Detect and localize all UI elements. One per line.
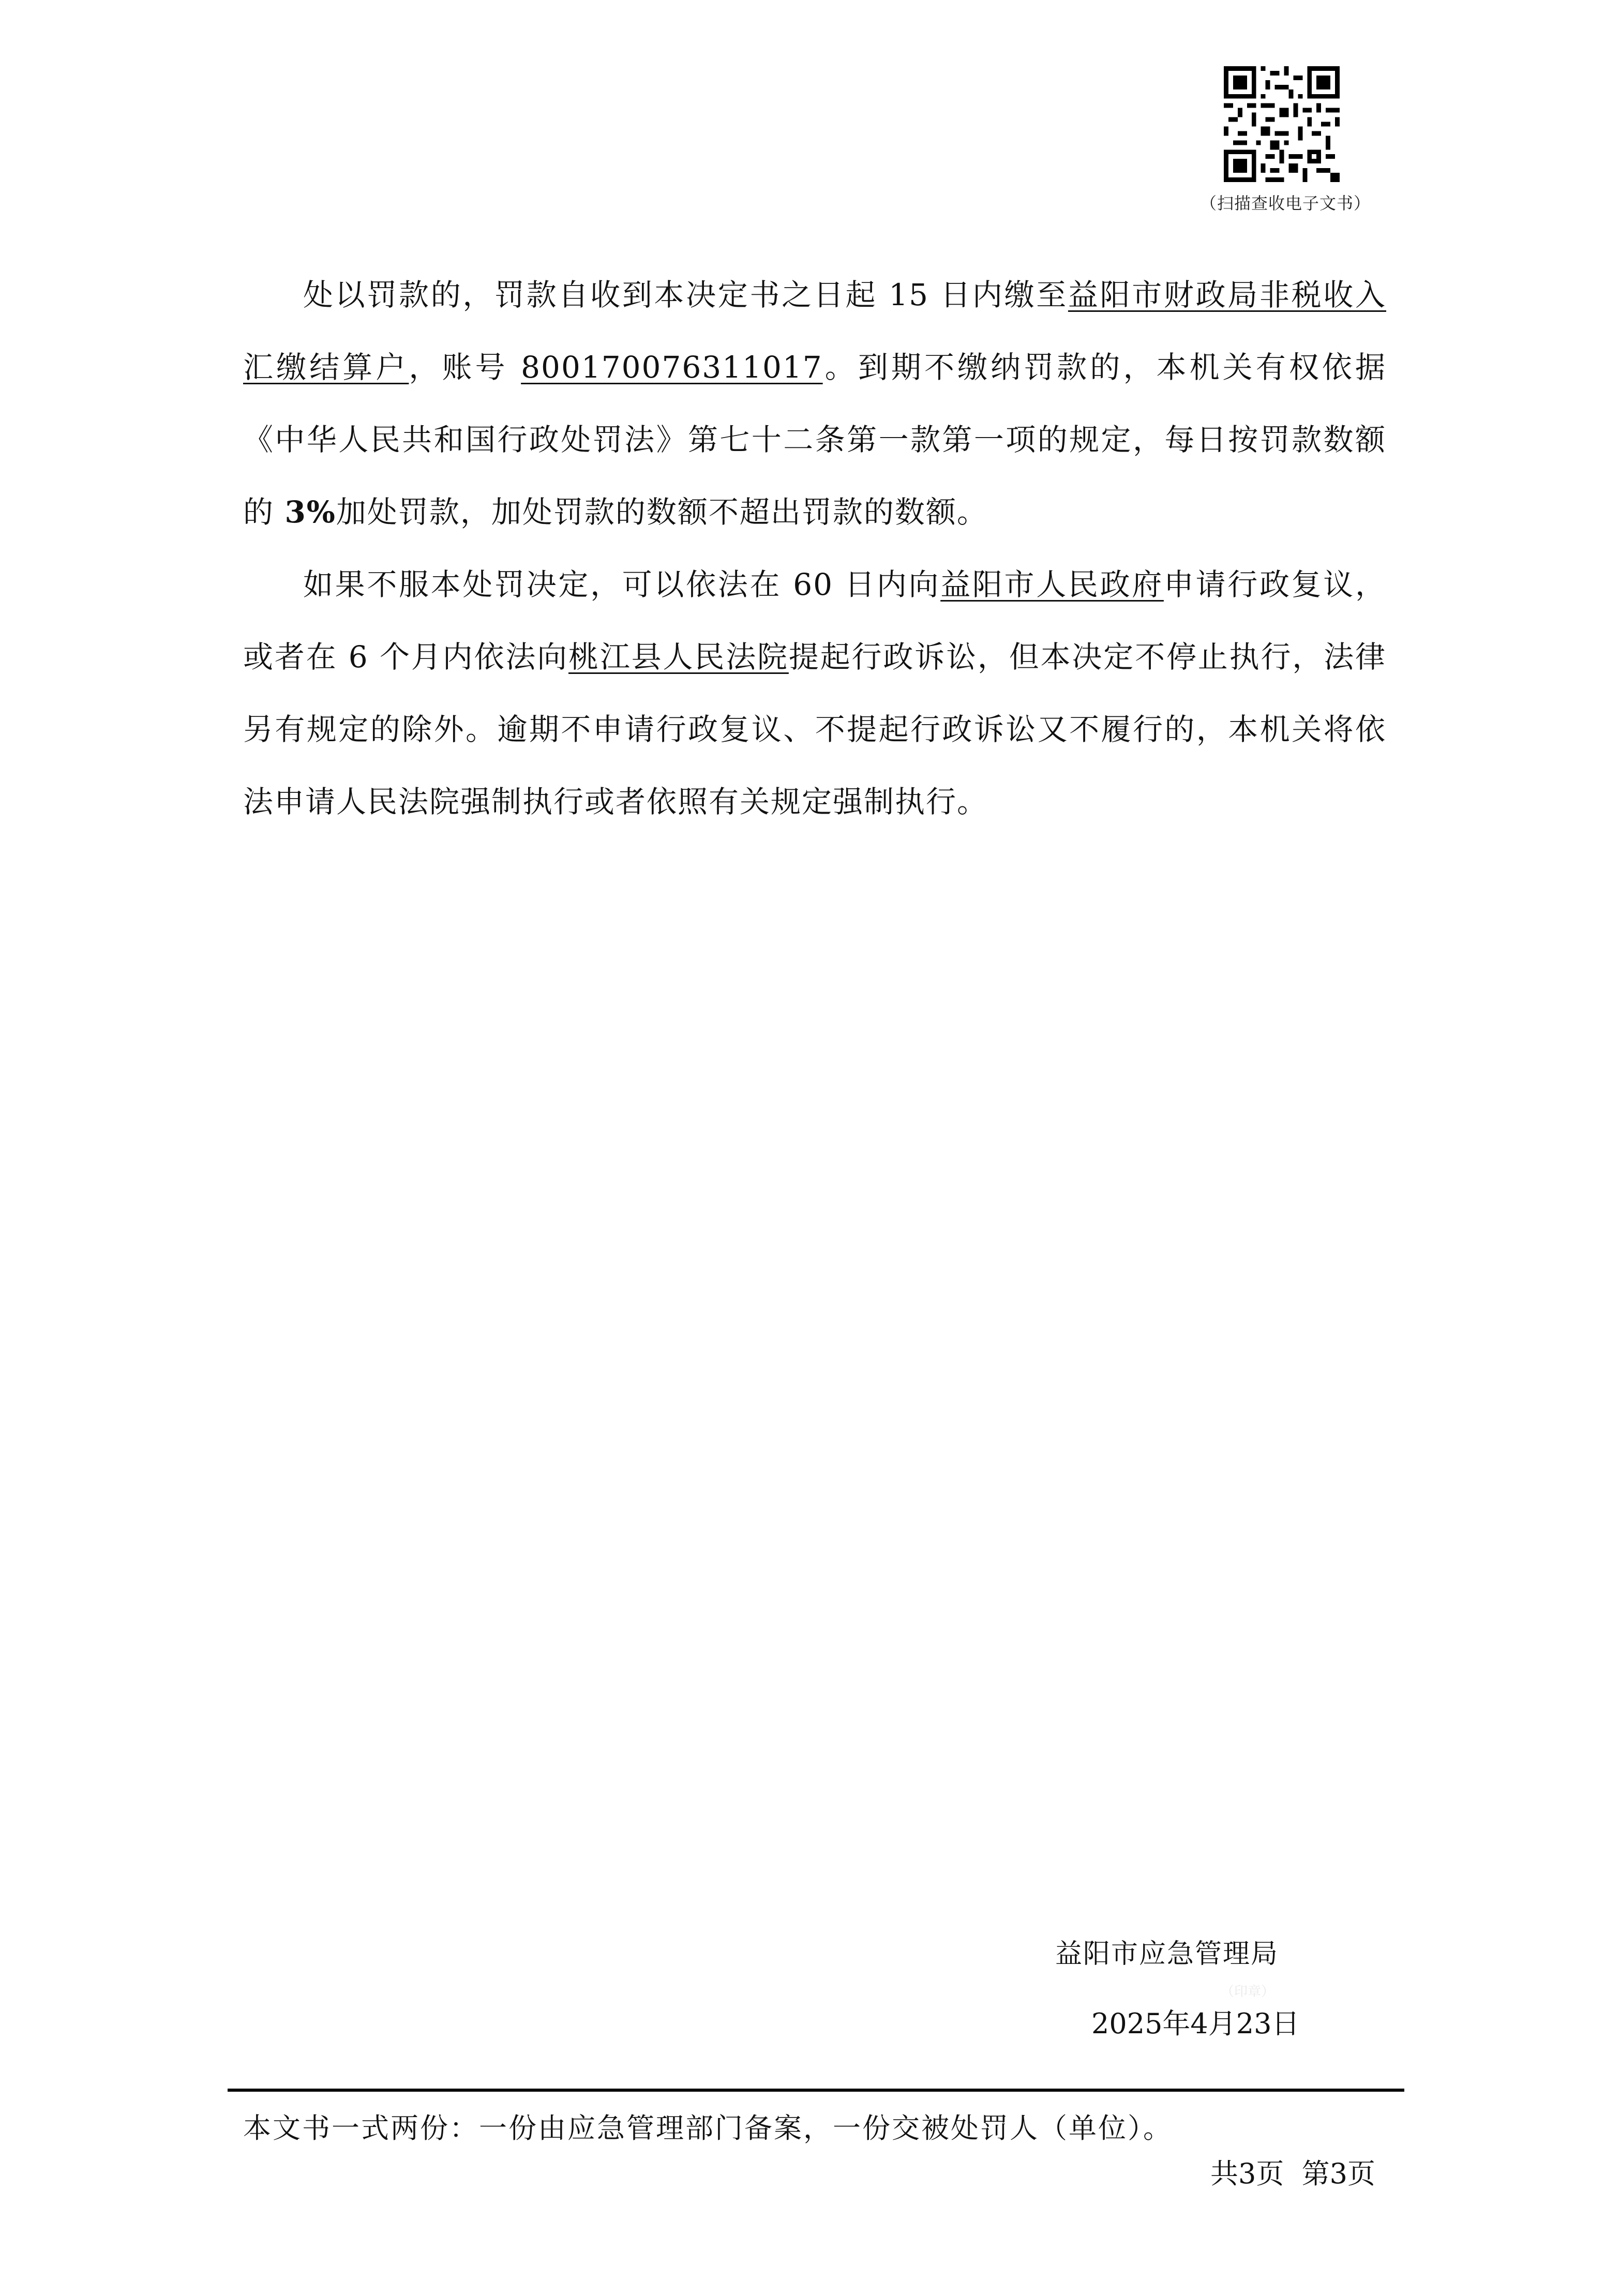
qr-code: [1224, 66, 1340, 182]
qr-caption: （扫描查收电子文书）: [1200, 193, 1371, 213]
payment-paragraph: 处以罚款的，罚款自收到本决定书之日起 15 日内缴至益阳市财政局非税收入汇缴结算户，账号 800170076311017。到期不缴纳罚款的，本机关有权依据《中华人民共和国行政处罚法》第七十二条第一款第一项的规定，每日按罚款数额的 3%加处罚款，加处罚款的数额不超出罚款的数额。: [243, 277, 1386, 530]
review-authority: 益阳市人民政府: [940, 567, 1164, 602]
page-number: 共3页 第3页: [1210, 2157, 1376, 2190]
issuing-authority: 益阳市应急管理局: [1055, 1939, 1279, 1970]
seal-label: （印章）: [1221, 1984, 1275, 2000]
footer-divider: [228, 2089, 1404, 2092]
court-name: 桃江县人民法院: [568, 639, 789, 674]
payee-account-name: 益阳市财政局非税收入汇缴结算户: [243, 277, 1386, 385]
copies-note: 本文书一式两份：一份由应急管理部门备案，一份交被处罚人（单位）。: [243, 2112, 1173, 2144]
account-number: 800170076311017: [521, 350, 823, 385]
late-fee-rate: 3%: [284, 494, 336, 530]
issue-date: 2025年4月23日: [1091, 2007, 1300, 2040]
document-body: [243, 259, 1386, 838]
appeal-paragraph: 如果不服本处罚决定，可以依法在 60 日内向益阳市人民政府申请行政复议，或者在 6 个月内依法向桃江县人民法院提起行政诉讼，但本决定不停止执行，法律另有规定的除外。逾期不申请行政复议、不提起行政诉讼又不履行的，本机关将依法申请人民法院强制执行或者依照有关规定强制执行。: [243, 567, 1386, 819]
